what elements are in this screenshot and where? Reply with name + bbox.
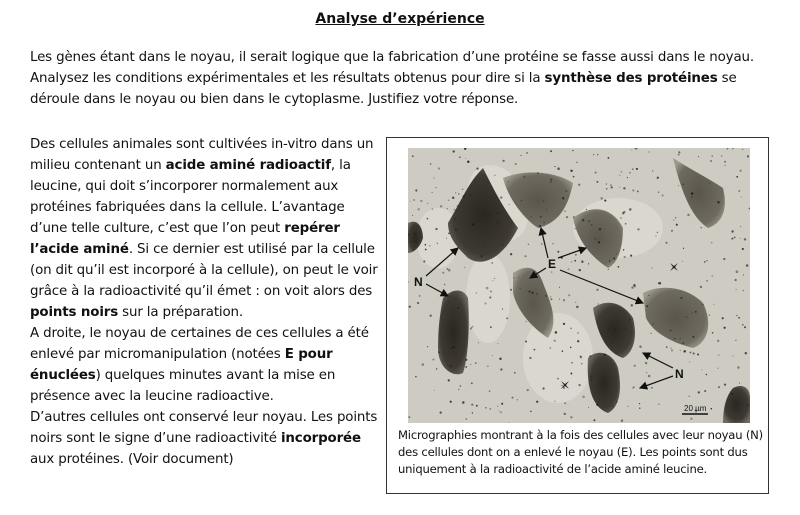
label-n-right: N: [675, 367, 684, 381]
intro-paragraph: Les gènes étant dans le noyau, il serait logique que la fabrication d’une protéine se fasse aussi dans le noyau. Analysez les conditions expérimentales et les résultats obtenus pour dire si la synthèse des protéines se déroule dans le noyau ou bien dans le cytoplasme. Justifiez votre réponse.: [30, 50, 754, 107]
cell-nucleated-2: [438, 291, 469, 375]
figure-box: [386, 137, 769, 494]
micrograph-image: [408, 148, 750, 423]
keyword-protein-synthesis: synthèse des protéines: [544, 71, 718, 86]
keyword-incorporated: incorporée: [280, 431, 361, 446]
keyword-enucleated: E pour énuclées: [30, 347, 333, 383]
figure-caption: Micrographies montrant à la fois des cellules avec leur noyau (N) des cellules dont on a enlevé le noyau (E). Les points sont dus uniquement à la radioactivité de l’acide aminé leucine.: [398, 428, 763, 476]
experiment-description: Des cellules animales sont cultivées in-vitro dans un milieu contenant un acide aminé radioactif, la leucine, qui doit s’incorporer normalement aux protéines fabriquées dans la cellule. L’avantage d’une telle culture, c’est que l’on peut repérer l’acide aminé. Si ce dernier est utilisé par la cellule (on dit qu’il est incorporé à la cellule), on peut le voir grâce à la radioactivité qu’il émet : on voit alors des points noirs sur la préparation. A droite, le noyau de certaines de ces cellules a été enlevé par micromanipulation (notées E pour énuclées) quelques minutes avant la mise en présence avec la leucine radioactive. D’autres cellules ont conservé leur noyau. Les points noirs sont le signe d’une radioactivité incorporée aux protéines. (Voir document): [30, 137, 378, 467]
keyword-radioactive-amino-acid: acide aminé radioactif: [165, 158, 331, 173]
label-n-left: N: [414, 275, 423, 289]
label-e: E: [548, 257, 557, 271]
keyword-black-dots: points noirs: [30, 305, 119, 320]
scale-bar-label: 20 µm: [684, 404, 707, 413]
keyword-locate-amino-acid: repérer l’acide aminé: [30, 221, 340, 257]
page-title: Analyse d’expérience: [315, 11, 485, 27]
